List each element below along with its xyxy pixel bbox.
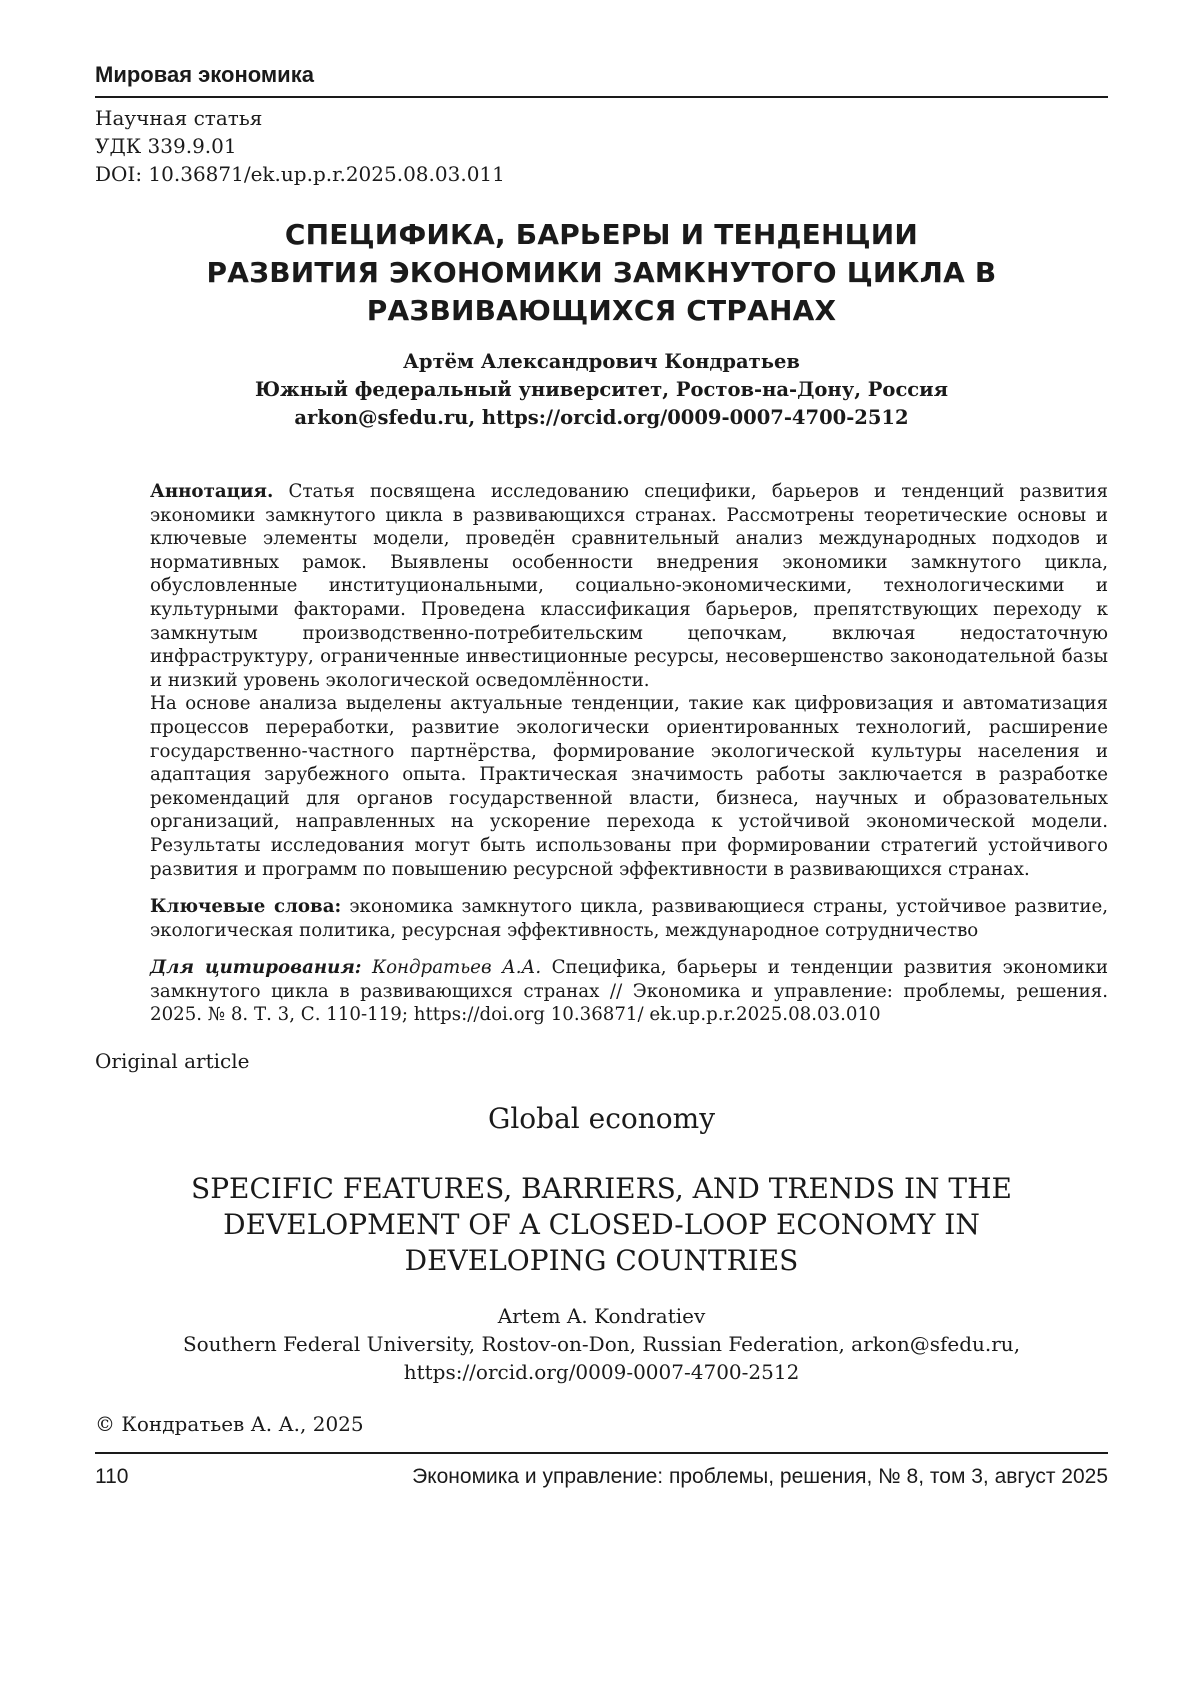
author-contact: arkon@sfedu.ru, https://orcid.org/0009-0007-4700-2512 <box>294 406 909 429</box>
title-ru-line: РАЗВИТИЯ ЭКОНОМИКИ ЗАМКНУТОГО ЦИКЛА В <box>206 256 997 289</box>
udk-code: УДК 339.9.01 <box>95 134 237 158</box>
abstract-block <box>95 480 1108 1027</box>
title-en-line: DEVELOPING COUNTRIES <box>404 1244 799 1278</box>
doi: DOI: 10.36871/ek.up.p.r.2025.08.03.011 <box>95 162 505 186</box>
section-heading-en: Global economy <box>487 1102 716 1136</box>
author-orcid-en: https://orcid.org/0009-0007-4700-2512 <box>403 1360 800 1385</box>
author-name-en: Artem A. Kondratiev <box>497 1304 706 1329</box>
section-heading: Мировая экономика <box>95 60 1108 98</box>
page-footer <box>95 1452 1108 1492</box>
title-en-line: DEVELOPMENT OF A CLOSED-LOOP ECONOMY IN <box>223 1208 980 1242</box>
title-ru-line: РАЗВИВАЮЩИХСЯ СТРАНАХ <box>366 294 837 327</box>
copyright: © Кондратьев А. А., 2025 <box>95 1412 364 1436</box>
keywords <box>150 895 1108 942</box>
author-name: Артём Александрович Кондратьев <box>403 350 800 373</box>
article-meta <box>95 104 1108 188</box>
abstract-label: Аннотация. <box>150 481 274 502</box>
citation-text: Специфика, барьеры и тенденции развития экономики замкнутого цикла в развивающихся странах // Экономика и управление: проблемы, решения. 2025. № 8. Т. 3, С. 110-119; https://doi.org 10.36871/ ek.up.p.r.2025.08.03.010 <box>150 957 1108 1026</box>
article-title-en <box>95 1171 1108 1279</box>
citation-label: Для цитирования: <box>150 957 362 979</box>
article-type-en: Original article <box>95 1049 250 1074</box>
keywords-label: Ключевые слова: <box>150 896 342 918</box>
abstract-text: Статья посвящена исследованию специфики, барьеров и тенденций развития экономики замкнутого цикла в развивающихся странах. Рассмотрены теоретические основы и ключевые элементы модели, проведён сравнительный анализ международных подходов и нормативных рамок. Выявлены особенности внедрения экономики замкнутого цикла, обусловленные институциональными, социально-экономическими, технологическими и культурными факторами. Проведена классификация барьеров, препятствующих переходу к замкнутым производственно-потребительским цепочкам, включая недостаточную инфраструктуру, ограниченные инвестиционные ресурсы, несовершенство законодательной базы и низкий уровень экологической осведомлённости. <box>150 481 1108 691</box>
abstract-paragraph <box>150 480 1108 692</box>
page-number: 110 <box>95 1465 129 1488</box>
title-ru-line: СПЕЦИФИКА, БАРЬЕРЫ И ТЕНДЕНЦИИ <box>284 218 919 251</box>
abstract-paragraph <box>150 692 1108 881</box>
citation-author: Кондратьев А.А. <box>372 957 542 979</box>
article-type: Научная статья <box>95 106 263 130</box>
citation <box>150 956 1108 1027</box>
keywords-text: экономика замкнутого цикла, развивающиеся страны, устойчивое развитие, экологическая политика, ресурсная эффективность, международное сотрудничество <box>150 896 1108 941</box>
author-affiliation: Южный федеральный университет, Ростов-на-Дону, Россия <box>254 378 949 401</box>
author-affiliation-en: Southern Federal University, Rostov-on-Don, Russian Federation, arkon@sfedu.ru, <box>182 1332 1021 1357</box>
author-info-en <box>95 1302 1108 1386</box>
journal-info: Экономика и управление: проблемы, решения, № 8, том 3, август 2025 <box>412 1465 1108 1488</box>
article-title-ru <box>95 216 1108 330</box>
author-info-ru <box>95 348 1108 432</box>
abstract-text: На основе анализа выделены актуальные тенденции, такие как цифровизация и автоматизация процессов переработки, развитие экологически ориентированных технологий, расширение государственно-частного партнёрства, формирование экологической культуры населения и адаптация зарубежного опыта. Практическая значимость работы заключается в разработке рекомендаций для органов государственной власти, бизнеса, научных и образовательных организаций, направленных на ускорение перехода к устойчивой экономической модели. Результаты исследования могут быть использованы при формировании стратегий устойчивого развития и программ по повышению ресурсной эффективности в развивающихся странах. <box>150 693 1108 880</box>
title-en-line: SPECIFIC FEATURES, BARRIERS, AND TRENDS IN THE <box>191 1172 1012 1206</box>
journal-page <box>95 60 1108 1660</box>
